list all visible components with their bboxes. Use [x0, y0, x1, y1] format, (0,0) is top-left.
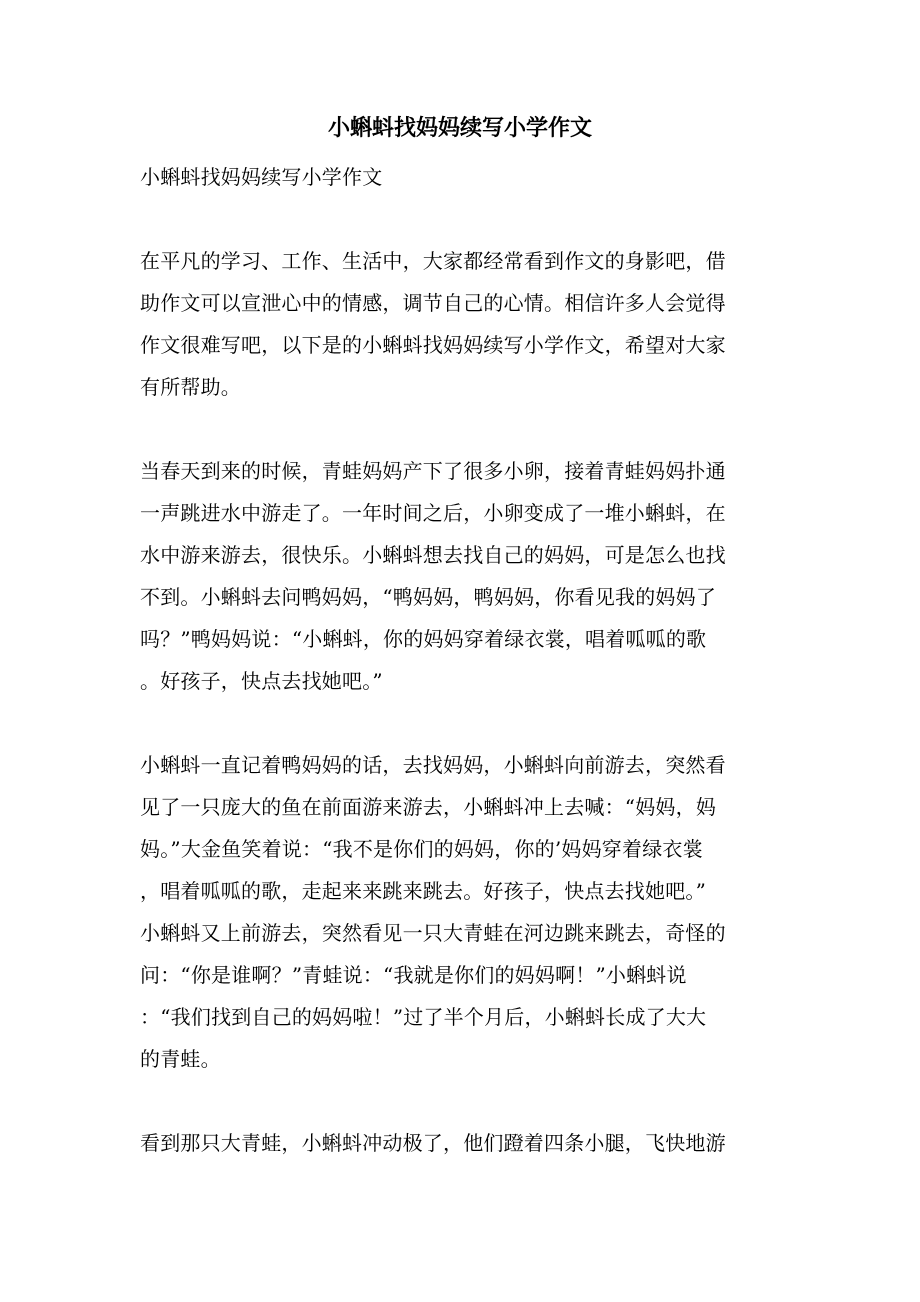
paragraph-2	[140, 450, 780, 702]
paragraph-3	[140, 744, 780, 1080]
paragraph-line: 妈。”大金鱼笑着说：“我不是你们的妈妈，你的’妈妈穿着绿衣裳	[140, 837, 703, 861]
paragraph-line: 不到。小蝌蚪去问鸭妈妈，“鸭妈妈，鸭妈妈，你看见我的妈妈了	[140, 585, 717, 609]
paragraph-1	[140, 240, 780, 408]
paragraph-line: 的青蛙。	[140, 1047, 221, 1071]
document-title: 小蝌蚪找妈妈续写小学作文	[327, 115, 592, 141]
paragraph-line: ，唱着呱呱的歌，走起来来跳来跳去。好孩子，快点去找她吧。”	[140, 879, 707, 903]
paragraph-line: 问：“你是谁啊？”青蛙说：“我就是你们的妈妈啊！”小蝌蚪说	[140, 963, 687, 987]
paragraph-gap	[140, 1080, 780, 1122]
paragraph-line: 有所帮助。	[140, 375, 241, 399]
paragraph-gap	[140, 408, 780, 450]
paragraph-line: 见了一只庞大的鱼在前面游来游去，小蝌蚪冲上去喊：“妈妈，妈	[140, 795, 717, 819]
paragraph-line: 吗？”鸭妈妈说：“小蝌蚪，你的妈妈穿着绿衣裳，唱着呱呱的歌	[140, 627, 707, 651]
paragraph-line: 看到那只大青蛙，小蝌蚪冲动极了，他们蹬着四条小腿，飞快地游	[140, 1131, 726, 1155]
paragraph-line: 小蝌蚪又上前游去，突然看见一只大青蛙在河边跳来跳去，奇怪的	[140, 921, 726, 945]
paragraph-line: 助作文可以宣泄心中的情感，调节自己的心情。相信许多人会觉得	[140, 291, 726, 315]
paragraph-line: 。好孩子，快点去找她吧。”	[140, 669, 383, 693]
paragraph-line: 在平凡的学习、工作、生活中，大家都经常看到作文的身影吧，借	[140, 249, 726, 273]
document-subtitle: 小蝌蚪找妈妈续写小学作文	[140, 165, 383, 189]
document-body	[140, 156, 780, 1164]
paragraph-line: 一声跳进水中游走了。一年时间之后，小卵变成了一堆小蝌蚪，在	[140, 501, 726, 525]
paragraph-line: ：“我们找到自己的妈妈啦！”过了半个月后，小蝌蚪长成了大大	[140, 1005, 707, 1029]
paragraph-line: 小蝌蚪一直记着鸭妈妈的话，去找妈妈，小蝌蚪向前游去，突然看	[140, 753, 726, 777]
paragraph-line: 当春天到来的时候，青蛙妈妈产下了很多小卵，接着青蛙妈妈扑通	[140, 459, 726, 483]
paragraph-gap	[140, 702, 780, 744]
paragraph-line: 水中游来游去，很快乐。小蝌蚪想去找自己的妈妈，可是怎么也找	[140, 543, 726, 567]
paragraph-gap	[140, 198, 780, 240]
paragraph-4	[140, 1122, 780, 1164]
paragraph-line: 作文很难写吧，以下是的小蝌蚪找妈妈续写小学作文，希望对大家	[140, 333, 726, 357]
